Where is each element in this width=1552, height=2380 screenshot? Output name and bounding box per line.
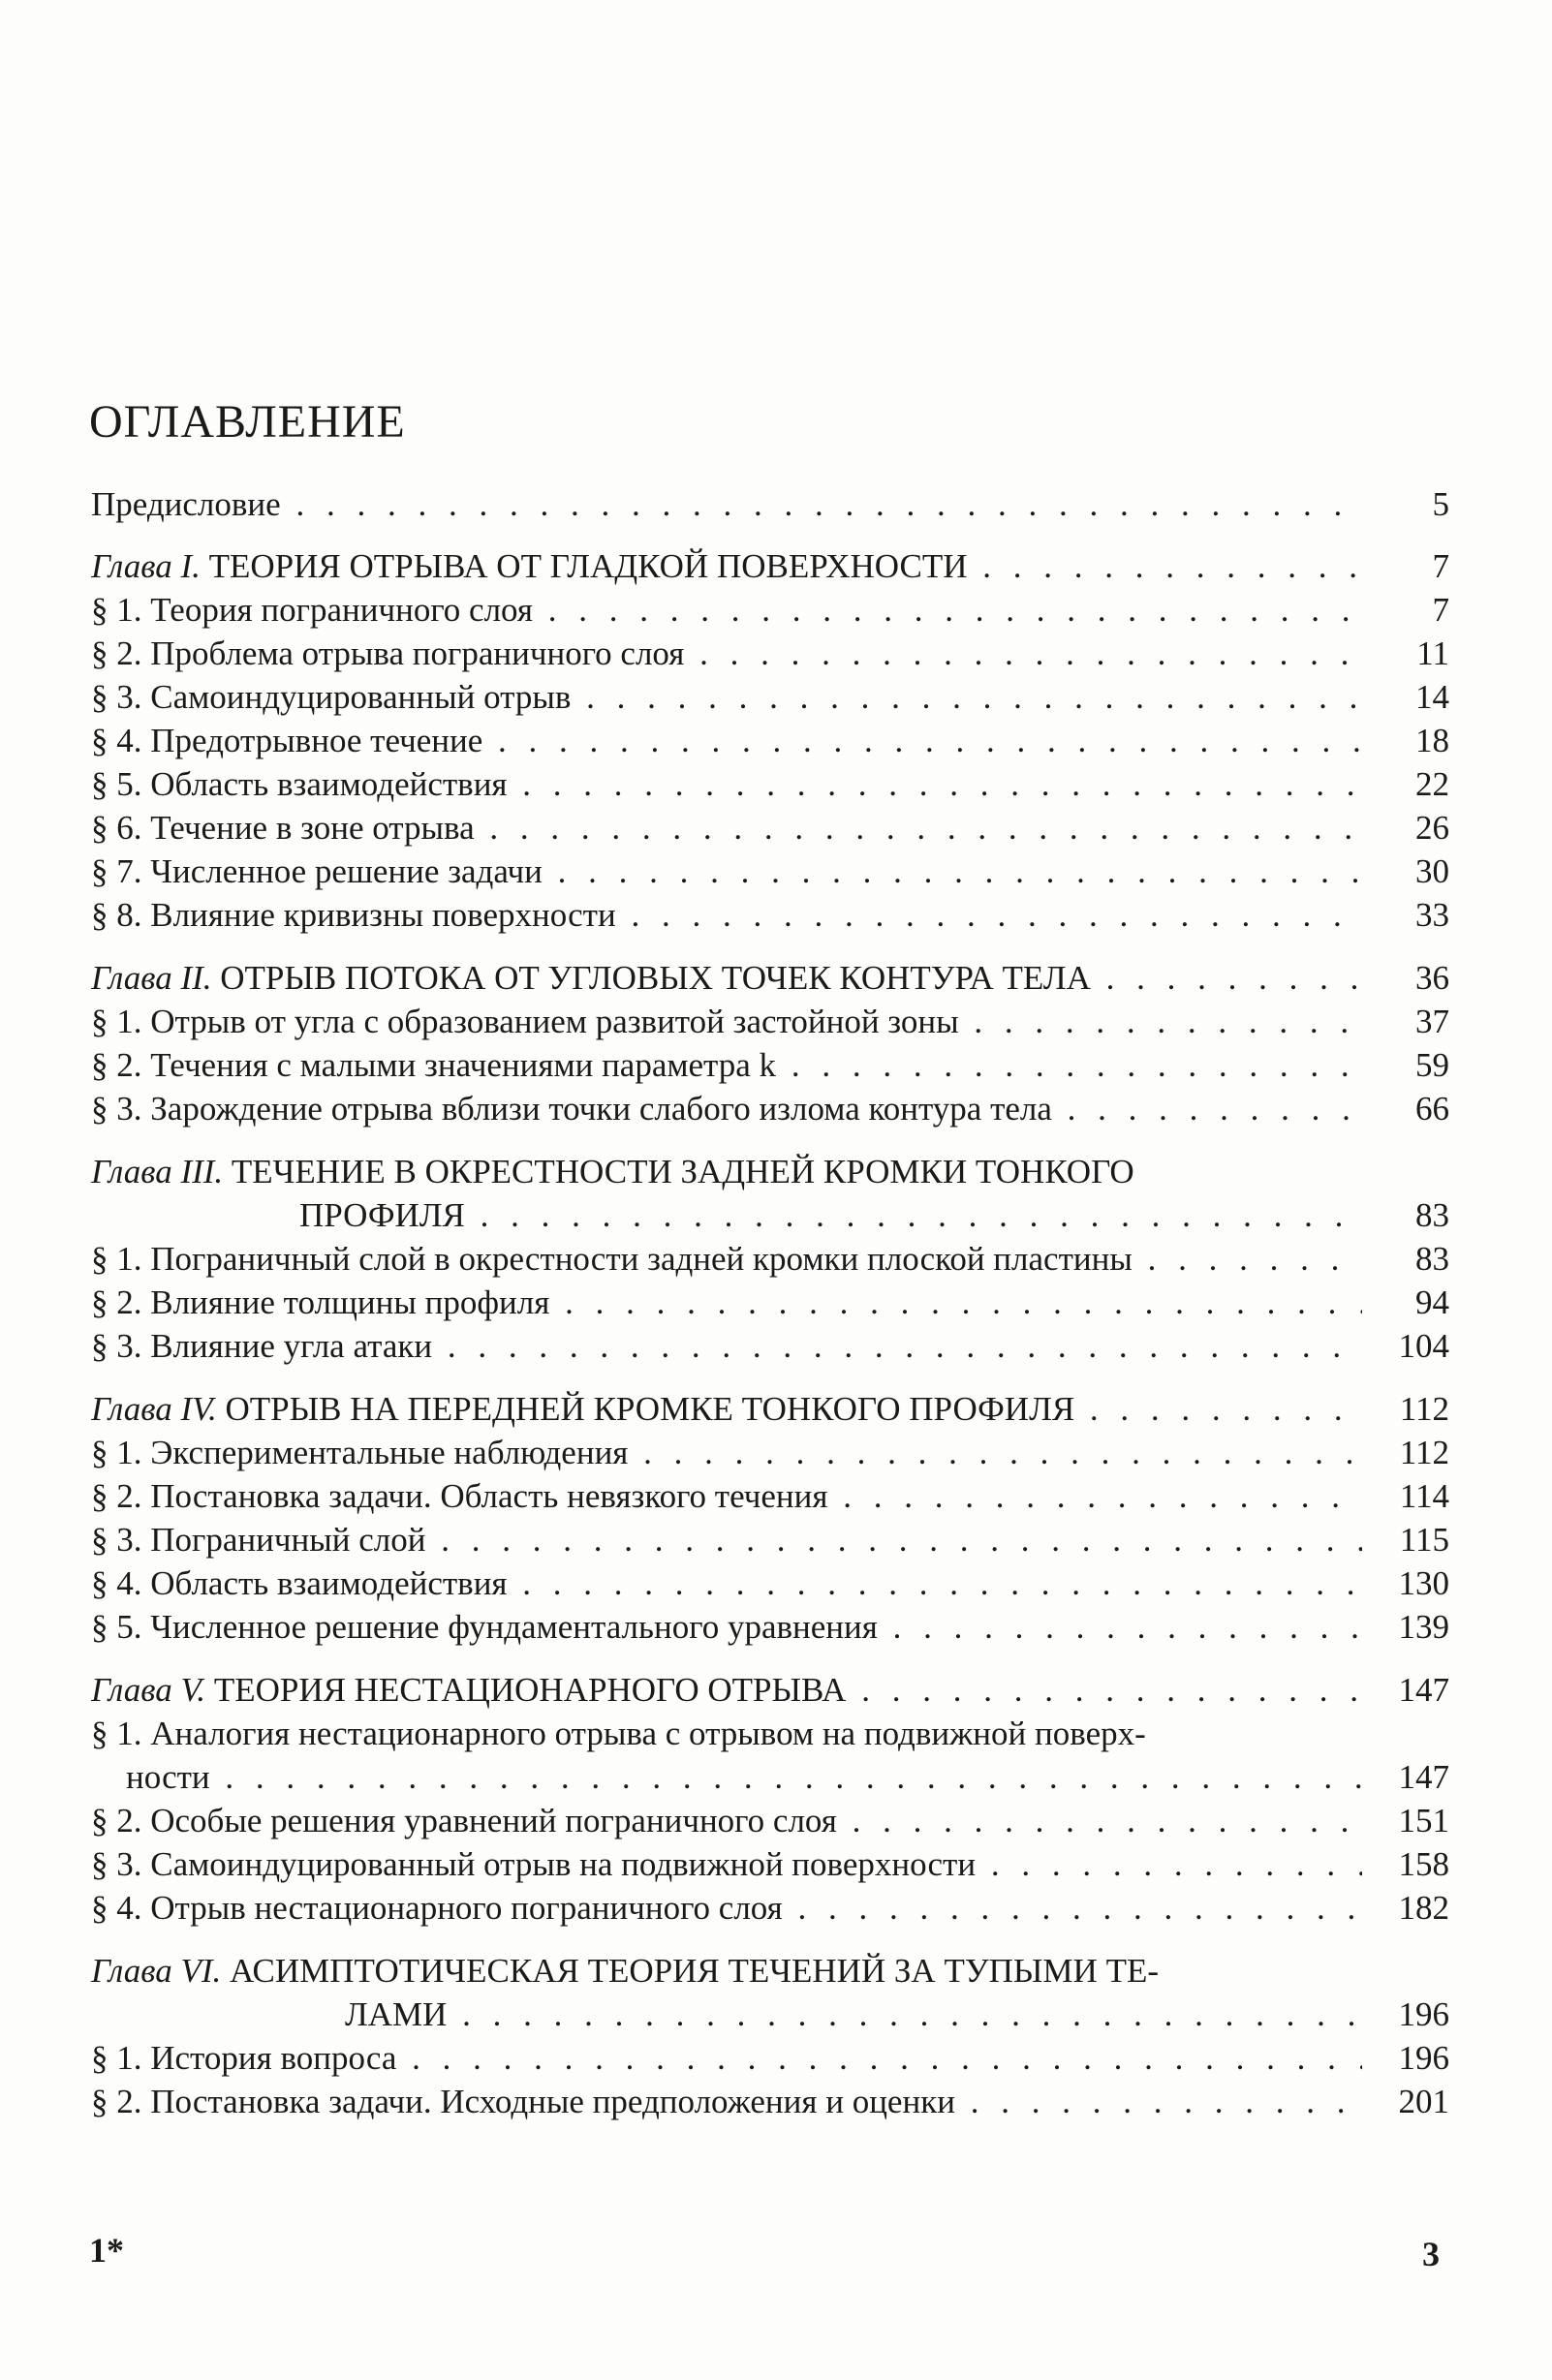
toc-section[interactable] (91, 1043, 1449, 1087)
signature-mark: 1* (89, 2231, 124, 2270)
section-page: 201 (1398, 2083, 1449, 2120)
section-page: 66 (1415, 1090, 1449, 1128)
chapter-name: ОТРЫВ ПОТОКА ОТ УГЛОВЫХ ТОЧЕК КОНТУРА ТЕЛА (220, 959, 1091, 997)
toc-chapter-1[interactable] (91, 544, 1449, 588)
section-page: 33 (1415, 896, 1449, 934)
chapter-page: 196 (1398, 1995, 1449, 2033)
toc-section[interactable] (91, 850, 1449, 893)
chapter-name: ТЕОРИЯ ОТРЫВА ОТ ГЛАДКОЙ ПОВЕРХНОСТИ (208, 547, 968, 585)
chapter-page: 36 (1415, 959, 1449, 997)
section-title: § 3. Влияние угла атаки . . . (91, 1324, 1362, 1368)
section-page: 112 (1399, 1434, 1449, 1471)
toc-section[interactable] (91, 893, 1449, 937)
chapter-name: ТЕОРИЯ НЕСТАЦИОНАРНОГО ОТРЫВА (213, 1671, 847, 1709)
chapter-label: Глава IV. (91, 1390, 217, 1428)
section-page: 115 (1399, 1521, 1449, 1559)
toc-section-line1[interactable] (91, 1712, 1449, 1755)
section-page: 196 (1398, 2039, 1449, 2077)
section-title: § 6. Течение в зоне отрыва . . . (91, 806, 1362, 850)
section-page: 18 (1415, 722, 1449, 759)
section-title: § 4. Область взаимодействия . . . (91, 1561, 1362, 1605)
toc-section[interactable] (91, 1518, 1449, 1561)
toc-chapter-3-line1[interactable] (91, 1150, 1449, 1193)
section-title: § 7. Численное решение задачи . . . (91, 850, 1362, 893)
section-page: 151 (1398, 1802, 1449, 1839)
section-title: § 3. Самоиндуцированный отрыв . . . (91, 675, 1362, 719)
chapter-name-continued: ПРОФИЛЯ . . . (91, 1193, 1362, 1237)
toc-section[interactable] (91, 762, 1449, 806)
entry-page: 5 (1432, 485, 1449, 523)
section-title: § 3. Пограничный слой . . . (91, 1518, 1362, 1561)
toc-chapter-2[interactable] (91, 956, 1449, 1000)
section-title: § 4. Предотрывное течение . . . (91, 719, 1362, 762)
chapter-name: ТЕЧЕНИЕ В ОКРЕСТНОСТИ ЗАДНЕЙ КРОМКИ ТОНКОГО (231, 1153, 1134, 1190)
section-page: 26 (1415, 809, 1449, 847)
toc-section[interactable] (91, 1474, 1449, 1518)
section-title: § 2. Течения с малыми значениями параметра k . . . (91, 1043, 1362, 1087)
section-title: § 1. Отрыв от угла с образованием развитой застойной зоны . . . (91, 1000, 1362, 1043)
section-title: § 2. Проблема отрыва пограничного слоя . . . (91, 632, 1362, 675)
section-page: 14 (1415, 678, 1449, 716)
section-page: 158 (1398, 1845, 1449, 1883)
entry-title: Предисловие . . . (91, 484, 1362, 525)
section-page: 94 (1415, 1283, 1449, 1321)
section-page: 22 (1415, 765, 1449, 803)
section-title-continued: ности . . . (91, 1755, 1362, 1799)
section-page: 147 (1398, 1758, 1449, 1796)
toc-chapter-4[interactable] (91, 1387, 1449, 1431)
toc-section[interactable] (91, 1431, 1449, 1474)
section-page: 139 (1398, 1608, 1449, 1646)
toc-section[interactable] (91, 1237, 1449, 1281)
section-title: § 2. Постановка задачи. Исходные предположения и оценки . . . (91, 2080, 1362, 2123)
section-page: 37 (1415, 1003, 1449, 1040)
toc-section[interactable] (91, 1799, 1449, 1842)
section-title: § 4. Отрыв нестационарного пограничного слоя . . . (91, 1886, 1362, 1930)
table-of-contents (91, 484, 1449, 2123)
section-page: 83 (1415, 1240, 1449, 1278)
toc-chapter-6-line1[interactable] (91, 1949, 1449, 1993)
section-title: § 2. Постановка задачи. Область невязкого течения . . . (91, 1474, 1362, 1518)
toc-section[interactable] (91, 1842, 1449, 1886)
chapter-label: Глава I. (91, 547, 201, 585)
section-title: § 5. Численное решение фундаментального уравнения . . . (91, 1605, 1362, 1649)
section-page: 59 (1415, 1046, 1449, 1084)
section-title: § 2. Особые решения уравнений пограничного слоя . . . (91, 1799, 1362, 1842)
section-title: § 1. Экспериментальные наблюдения . . . (91, 1431, 1362, 1474)
toc-section[interactable] (91, 1087, 1449, 1130)
toc-section[interactable] (91, 1000, 1449, 1043)
chapter-name: АСИМПТОТИЧЕСКАЯ ТЕОРИЯ ТЕЧЕНИЙ ЗА ТУПЫМИ ТЕ- (229, 1952, 1159, 1990)
section-title: § 1. Пограничный слой в окрестности задней кромки плоской пластины . . . (91, 1237, 1362, 1281)
section-title: § 3. Самоиндуцированный отрыв на подвижной поверхности . . . (91, 1842, 1362, 1886)
toc-section[interactable] (91, 1886, 1449, 1930)
section-page: 130 (1398, 1564, 1449, 1602)
chapter-label: Глава II. (91, 959, 212, 997)
section-title: § 5. Область взаимодействия . . . (91, 762, 1362, 806)
section-page: 11 (1416, 634, 1449, 672)
toc-section[interactable] (91, 2036, 1449, 2080)
section-title: § 2. Влияние толщины профиля . . . (91, 1281, 1362, 1324)
section-title: § 1. Аналогия нестационарного отрыва с отрывом на подвижной поверх- (91, 1715, 1146, 1752)
chapter-page: 112 (1399, 1390, 1449, 1428)
section-page: 182 (1398, 1889, 1449, 1927)
section-title: § 1. История вопроса . . . (91, 2036, 1362, 2080)
toc-chapter-6-line2[interactable] (91, 1993, 1449, 2036)
page-title: ОГЛАВЛЕНИЕ (89, 396, 406, 448)
chapter-label: Глава V. (91, 1671, 206, 1709)
chapter-title (91, 544, 1362, 588)
toc-section[interactable] (91, 1561, 1449, 1605)
chapter-page: 7 (1432, 547, 1449, 585)
toc-section[interactable] (91, 1324, 1449, 1368)
toc-section[interactable] (91, 675, 1449, 719)
toc-section[interactable] (91, 632, 1449, 675)
toc-section[interactable] (91, 806, 1449, 850)
chapter-label: Глава III. (91, 1153, 224, 1190)
chapter-title (91, 956, 1362, 1000)
section-title: § 8. Влияние кривизны поверхности . . . (91, 893, 1362, 937)
chapter-page: 147 (1398, 1671, 1449, 1709)
chapter-title (91, 1668, 1362, 1712)
chapter-name: ОТРЫВ НА ПЕРЕДНЕЙ КРОМКЕ ТОНКОГО ПРОФИЛЯ (225, 1390, 1075, 1428)
toc-chapter-5[interactable] (91, 1668, 1449, 1712)
toc-section[interactable] (91, 588, 1449, 632)
section-page: 114 (1399, 1477, 1449, 1515)
section-page: 7 (1432, 591, 1449, 629)
chapter-page: 83 (1415, 1196, 1449, 1234)
section-title: § 1. Теория пограничного слоя . . . (91, 588, 1362, 632)
section-page: 104 (1398, 1327, 1449, 1365)
chapter-name-continued: ЛАМИ . . . (91, 1993, 1362, 2036)
section-page: 30 (1415, 852, 1449, 890)
toc-entry-preface[interactable] (91, 484, 1449, 525)
chapter-title (91, 1387, 1362, 1431)
toc-chapter-3-line2[interactable] (91, 1193, 1449, 1237)
toc-section-line2[interactable] (91, 1755, 1449, 1799)
toc-section[interactable] (91, 1281, 1449, 1324)
toc-section[interactable] (91, 2080, 1449, 2123)
chapter-label: Глава VI. (91, 1952, 222, 1990)
toc-section[interactable] (91, 1605, 1449, 1649)
section-title: § 3. Зарождение отрыва вблизи точки слабого излома контура тела . . . (91, 1087, 1362, 1130)
page-number: 3 (1422, 2235, 1440, 2273)
toc-section[interactable] (91, 719, 1449, 762)
